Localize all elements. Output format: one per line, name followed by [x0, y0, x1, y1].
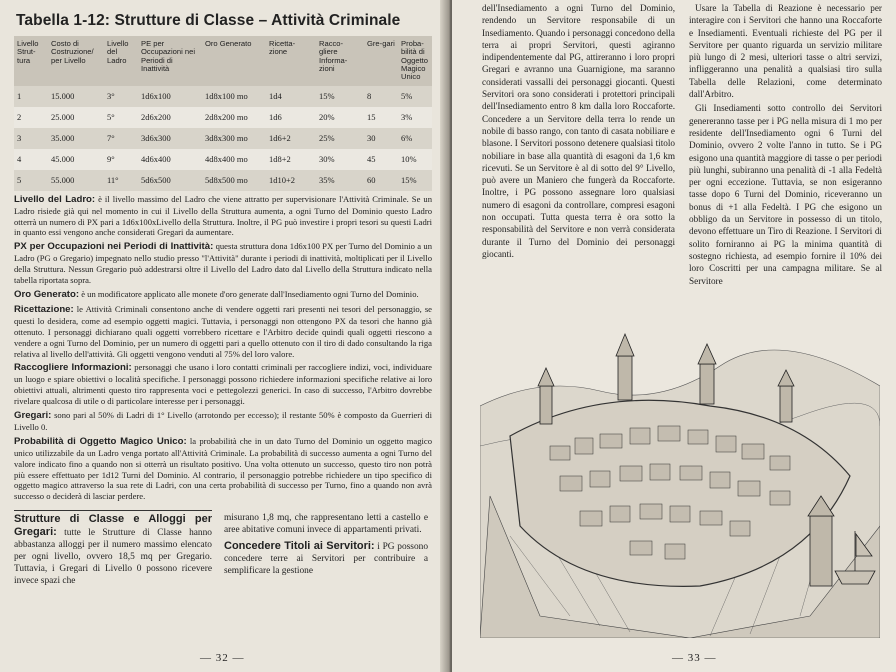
- cell: 1: [14, 86, 48, 107]
- term: Ricettazione:: [14, 303, 74, 315]
- cell: 15%: [316, 86, 364, 107]
- cell: 25%: [316, 128, 364, 149]
- cell: 25.000: [48, 107, 104, 128]
- paragraph: dell'Insediamento a ogni Turno del Dominio, rendendo un Servitore responsabile di un Insediamento. Quando i personaggi concedono della terra ai propri Servitori, questi agiranno indipendentemente dal PG, attireranno i loro propri Gregari e avranno una Guarnigione, ma saranno considerati vassalli dei personaggi giocanti. Questi Servitori ora sono considerati i protettori principali dell'Insediamento entro 8 km dalla loro Roccaforte. Concedere a un Servitore della terra lo rende un nobile di basso rango, con tanto di casata nobiliare e blasone. I Servitori possono detenere qualsiasi titolo nobiliare in base alla quantità di esagoni da 1,6 km ricevuti. Se un Servitore è al di sotto del 9° Livello, può avere un Maniero che fungerà da Roccaforte. Inoltre, i PG possono assegnare loro qualsiasi numero di esagoni da controllare, compresi esagoni non occupati. Tutta questa terra è ora sotto la responsabilità del Servitore e non verrà considerata durante il Turno del Dominio dei personaggi giocanti.: [482, 3, 675, 259]
- paragraph-text: questa struttura dona 1d6x100 PX per Turno del Dominio a un Ladro (PG o Gregario) impegnato nello studio presso "l'Attività" durante i periodi di inattività, moltiplicati per il Livello della Struttura. Nessun Gregario può addestrarsi oltre il Livello del Ladro dato dal Livello della Struttura indicato nella tabella riportata sopra.: [14, 241, 432, 286]
- header-livello-struttura: Livello Strut-tura: [14, 36, 48, 86]
- term: Oro Generato:: [14, 288, 80, 300]
- column-left: [482, 2, 675, 289]
- cell: 2d8x200 mo: [202, 107, 266, 128]
- cell: 5d6x500: [138, 170, 202, 191]
- cell: 4: [14, 149, 48, 170]
- cell: 4d6x400: [138, 149, 202, 170]
- cell: 10%: [398, 149, 432, 170]
- paragraph-gregari: [14, 410, 432, 433]
- header-gregari: Gre-gari: [364, 36, 398, 86]
- page-number: — 32 —: [200, 652, 245, 664]
- cell: 15%: [398, 170, 432, 191]
- right-page: [452, 0, 896, 672]
- paragraph-text: è un modificatore applicato alle monete d'oro generate dall'Insediamento ogni Turno del Dominio.: [79, 288, 419, 299]
- paragraph-oro-generato: [14, 289, 432, 301]
- page-number: — 33 —: [672, 652, 717, 664]
- table-row: [14, 149, 432, 170]
- table-row: [14, 107, 432, 128]
- section-titoli: [224, 540, 428, 577]
- paragraph-ricettazione: [14, 304, 432, 360]
- cell: 1d4: [266, 86, 316, 107]
- cell: 1d10+2: [266, 170, 316, 191]
- term: PX per Occupazioni nei Periodi di Inattività:: [14, 241, 214, 253]
- section-heading: Concedere Titoli ai Servitori:: [224, 540, 375, 553]
- cell: 7°: [104, 128, 138, 149]
- cell: 1d8x100 mo: [202, 86, 266, 107]
- cell: 3°: [104, 86, 138, 107]
- header-oro: Oro Generato: [202, 36, 266, 86]
- cell: 5%: [398, 86, 432, 107]
- cell: 1d6x100: [138, 86, 202, 107]
- text-columns: [482, 2, 884, 289]
- cell: 55.000: [48, 170, 104, 191]
- paragraph-text: le Attività Criminali consentono anche di vendere oggetti rari presenti nei tesori del personaggio, se questi lo desidera, come ad esempio oggetti magici. Tuttavia, i personaggi non ottengono PX da tesori che hanno già ottenuto. I personaggi dichiarano quali oggetti vorrebbero ricettare e l'Arbitro decide quindi quali oggetti riescono a vendere a ogni Turno del Dominio, per un numero di oggetti pari a quello ottenuto con il tiro di dado consultando la riga relativa al livello dell'attività. Gli oggetti vengono venduti al 75% del loro valore.: [14, 303, 432, 359]
- bottom-columns: [14, 510, 432, 587]
- bottom-column-left: [14, 510, 212, 587]
- header-probabilita: Proba-bilità di Oggetto Magico Unico: [398, 36, 432, 86]
- cell: 9°: [104, 149, 138, 170]
- cell: 15.000: [48, 86, 104, 107]
- cell: 5°: [104, 107, 138, 128]
- header-livello-ladro: Livello del Ladro: [104, 36, 138, 86]
- section-alloggi: [14, 513, 212, 587]
- table-row: [14, 86, 432, 107]
- cell: 2d6x200: [138, 107, 202, 128]
- cell: 5: [14, 170, 48, 191]
- section-rule: [14, 510, 212, 511]
- header-informazioni: Racco-gliere Informa-zioni: [316, 36, 364, 86]
- cell: 8: [364, 86, 398, 107]
- cell: 35.000: [48, 128, 104, 149]
- header-pe: PE per Occupazioni nei Periodi di Inattività: [138, 36, 202, 86]
- table-header-row: [14, 36, 432, 86]
- paragraph: Gli Insediamenti sotto controllo dei Servitori genereranno tasse per i PG nella misura di 1 mo per residente dell'Insediamento ogni 6 Turni del Dominio, ovvero 2 volte l'anno in tutto. Se i PG esigono una quantità maggiore di tasse o per periodi più lunghi, subiranno una penalità di -1 alla Fedeltà per ogni eccezione. Tuttavia, se non esigeranno tasse dopo 6 Turni del Dominio, riceveranno un bonus di +1 alla Fedeltà. I PG che esigono un obbligo da un Servitore in possesso di un titolo, devono effettuare un Tiro di Reazione. I Servitori di solito forniranno ai PG la minima quantità di sostegno richiesta, ad esempio fornire il 10% dei loro Coscritti per una campagna militare. Se al Servitore: [689, 103, 882, 286]
- section-text: i PG possono concedere terre ai Servitori per contribuire a semplificare la gestione: [224, 542, 429, 577]
- paragraph-text: sono pari al 50% di Ladri di 1° Livello (arrotondo per eccesso); il restante 50% è composto da Guerrieri di Livello 0.: [14, 410, 432, 432]
- section-alloggi-cont: misurano 1,8 mq, che rappresentano letti a castello e aree abitative comuni invece di appartamenti privati.: [224, 513, 428, 536]
- cell: 1d6+2: [266, 128, 316, 149]
- table-row: [14, 128, 432, 149]
- paragraph: Usare la Tabella di Reazione è necessario per interagire con i Servitori che hanno una Roccaforte e Insediamenti. Eventuali richieste del PG per il Servitore per quanto riguarda un servizio militare più lungo di 2 mesi, ulteriori tasse o altri servizi, infliggeranno una penalità a qualsiasi tiro sulla Tabella delle Relazioni, come determinato dall'Arbitro.: [689, 3, 882, 100]
- cell: 11°: [104, 170, 138, 191]
- cell: 15: [364, 107, 398, 128]
- paragraph-informazioni: [14, 362, 432, 407]
- paragraph-text: la probabilità che in un dato Turno del Dominio un oggetto magico unico utilizzabile da un Ladro venga portato all'Attività Criminale. La probabilità di successo aumenta a ogni Turno del valore indicato fino a quando non si otterrà un risultato positivo. Una volta ottenuto un successo, questo tiro non potrà più essere effettuato per 1d12 Turni del Dominio. Al contrario, il personaggio potrebbe richiedere un tipo specifico di oggetto magico attraverso la sua rete di Ladri, con una certa probabilità di successo per Turno, fino a quando non avrà successo o deciderà di lasciar perdere.: [14, 435, 432, 502]
- cell: 6%: [398, 128, 432, 149]
- cell: 3: [14, 128, 48, 149]
- paragraph-px-occupazioni: [14, 241, 432, 286]
- cell: 1d6: [266, 107, 316, 128]
- bottom-column-right: [224, 510, 428, 587]
- cell: 30: [364, 128, 398, 149]
- section-text: tutte le Strutture di Classe hanno abbastanza alloggi per il numero massimo elencato per ogni livello, ovvero 18,5 mq per Gregario. Tuttavia, i Gregari di Livello 0 possono ricevere invece spazi che: [14, 528, 212, 587]
- paragraph-livello-ladro: [14, 194, 432, 239]
- header-ricettazione: Ricetta-zione: [266, 36, 316, 86]
- cell: 35%: [316, 170, 364, 191]
- cell: 3d6x300: [138, 128, 202, 149]
- table-row: [14, 170, 432, 191]
- term: Gregari:: [14, 410, 52, 422]
- table-title: Tabella 1-12: Strutture di Classe – Attività Criminale: [16, 12, 401, 29]
- left-page: [0, 0, 446, 672]
- term: Livello del Ladro:: [14, 193, 96, 205]
- term: Raccogliere Informazioni:: [14, 362, 132, 374]
- paragraph-text: è il livello massimo del Ladro che viene attratto per supervisionare l'Attività Criminale. Se un Ladro risiede già qui nel momento in cui il Livello della Struttura aumenta, a ogni Turno del Dominio questo Ladro otterrà un numero di PX pari a 1d6x100xLivello della Struttura. Inoltre, il PG può investire i propri tesori su questi Ladri in quanto essi vengono anche considerati Gregari da aumentare.: [14, 193, 432, 238]
- cell: 20%: [316, 107, 364, 128]
- paragraph-text: personaggi che usano i loro contatti criminali per raccogliere indizi, voci, individuare un luogo e spiare obiettivi o località specifiche. I personaggi possono richiedere informazioni specifiche relative ai loro obiettivi attuali, altrimenti questo tiro rappresenta voci e pettegolezzi generici. In caso di successo, l'Arbitro dovrebbe rivelare qualcosa di utile o di particolare interesse per i personaggi.: [14, 362, 432, 407]
- cell: 2: [14, 107, 48, 128]
- term: Probabilità di Oggetto Magico Unico:: [14, 435, 187, 447]
- section-heading: Strutture di Classe e Alloggi per Gregari:: [14, 513, 212, 539]
- cell: 60: [364, 170, 398, 191]
- town-illustration: [480, 316, 880, 638]
- cell: 1d8+2: [266, 149, 316, 170]
- cell: 45.000: [48, 149, 104, 170]
- header-costo: Costo di Costruzione/ per Livello: [48, 36, 104, 86]
- column-right: [689, 2, 882, 289]
- cell: 5d8x500 mo: [202, 170, 266, 191]
- cell: 45: [364, 149, 398, 170]
- paragraph-oggetto-magico: [14, 436, 432, 502]
- cell: 30%: [316, 149, 364, 170]
- structures-table: [14, 36, 432, 191]
- cell: 4d8x400 mo: [202, 149, 266, 170]
- cell: 3d8x300 mo: [202, 128, 266, 149]
- cell: 3%: [398, 107, 432, 128]
